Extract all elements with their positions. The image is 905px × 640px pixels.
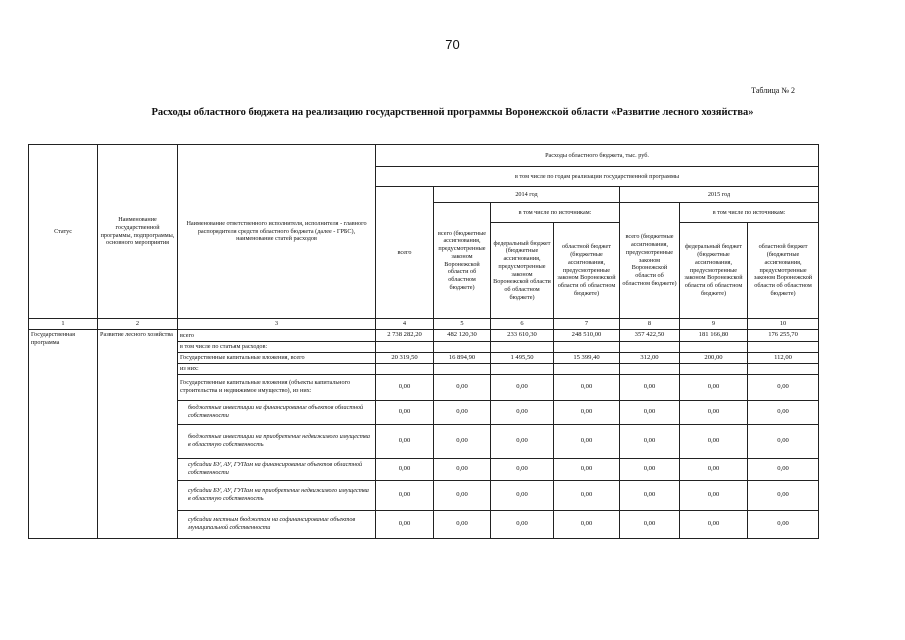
value-cell: 0,00 <box>554 424 620 458</box>
value-cell <box>434 342 491 353</box>
value-cell: 0,00 <box>376 424 434 458</box>
value-cell: 0,00 <box>748 458 819 480</box>
row-label: из них: <box>178 363 376 374</box>
value-cell: 0,00 <box>620 510 680 538</box>
value-cell <box>554 342 620 353</box>
value-cell: 0,00 <box>376 458 434 480</box>
value-cell: 0,00 <box>680 374 748 400</box>
value-cell: 0,00 <box>554 510 620 538</box>
value-cell: 1 495,50 <box>491 352 554 363</box>
column-number: 1 <box>29 319 98 330</box>
value-cell <box>748 342 819 353</box>
value-cell: 176 255,70 <box>748 330 819 342</box>
value-cell: 0,00 <box>376 400 434 424</box>
header-2014-total: всего (бюджетные ассигнования, предусмотренные законом Воронежской области об областном бюджете) <box>434 203 491 319</box>
value-cell: 0,00 <box>748 480 819 510</box>
page-number: 70 <box>445 37 460 52</box>
value-cell <box>620 342 680 353</box>
header-2015-federal: федеральный бюджет (бюджетные ассигнования, предусмотренные законом Воронежской области об областном бюджете) <box>680 223 748 319</box>
value-cell: 312,00 <box>620 352 680 363</box>
value-cell: 16 894,90 <box>434 352 491 363</box>
column-number: 7 <box>554 319 620 330</box>
value-cell: 0,00 <box>434 374 491 400</box>
column-number: 2 <box>98 319 178 330</box>
column-number: 3 <box>178 319 376 330</box>
value-cell: 200,00 <box>680 352 748 363</box>
value-cell: 0,00 <box>434 510 491 538</box>
value-cell: 0,00 <box>680 400 748 424</box>
header-2014-federal: федеральный бюджет (бюджетные ассигнования, предусмотренные законом Воронежской области об областном бюджете) <box>491 223 554 319</box>
row-label: бюджетные инвестиции на финансирование объектов областной собственности <box>178 400 376 424</box>
row-label: Государственные капитальные вложения, всего <box>178 352 376 363</box>
value-cell: 0,00 <box>376 480 434 510</box>
document-title: Расходы областного бюджета на реализацию государственной программы Воронежской области «Развитие лесного хозяйства» <box>151 107 754 118</box>
value-cell <box>491 342 554 353</box>
row-label: бюджетные инвестиции на приобретение недвижимого имущества в областную собственность <box>178 424 376 458</box>
header-regional-budget: Расходы областного бюджета, тыс. руб. <box>376 145 819 167</box>
value-cell: 0,00 <box>680 424 748 458</box>
value-cell <box>554 363 620 374</box>
value-cell: 0,00 <box>554 400 620 424</box>
row-label: Государственные капитальные вложения (объекты капитального строительства и недвижимое имущество), из них: <box>178 374 376 400</box>
column-number-row <box>29 319 819 330</box>
value-cell: 0,00 <box>376 374 434 400</box>
value-cell: 0,00 <box>748 374 819 400</box>
value-cell: 482 120,30 <box>434 330 491 342</box>
column-number: 9 <box>680 319 748 330</box>
value-cell <box>620 363 680 374</box>
row-label: в том числе по статьям расходов: <box>178 342 376 353</box>
value-cell: 0,00 <box>748 510 819 538</box>
value-cell: 0,00 <box>491 458 554 480</box>
value-cell: 0,00 <box>376 510 434 538</box>
value-cell <box>680 363 748 374</box>
value-cell <box>491 363 554 374</box>
header-status: Статус <box>29 145 98 319</box>
row-label: всего <box>178 330 376 342</box>
value-cell: 233 610,30 <box>491 330 554 342</box>
value-cell: 2 738 282,20 <box>376 330 434 342</box>
column-number: 5 <box>434 319 491 330</box>
row-label: субсидии местным бюджетам на софинансирование объектов муниципальной собственности <box>178 510 376 538</box>
row-label: субсидии БУ, АУ, ГУПам на приобретение недвижимого имущества в областную собственность <box>178 480 376 510</box>
header-by-years: в том числе по годам реализации государственной программы <box>376 167 819 187</box>
value-cell: 0,00 <box>554 374 620 400</box>
header-program-name: Наименование государственной программы, подпрограммы, основного мероприятия <box>98 145 178 319</box>
column-number: 6 <box>491 319 554 330</box>
value-cell: 0,00 <box>491 424 554 458</box>
value-cell: 0,00 <box>491 480 554 510</box>
header-executor: Наименование ответственного исполнителя, исполнителя - главного распорядителя средств областного бюджета (далее - ГРБС), наименование статей расходов <box>178 145 376 319</box>
value-cell: 181 166,80 <box>680 330 748 342</box>
value-cell: 0,00 <box>434 480 491 510</box>
value-cell <box>434 363 491 374</box>
value-cell: 0,00 <box>554 480 620 510</box>
value-cell: 0,00 <box>434 458 491 480</box>
value-cell: 357 422,50 <box>620 330 680 342</box>
value-cell: 0,00 <box>491 374 554 400</box>
column-number: 4 <box>376 319 434 330</box>
value-cell: 0,00 <box>748 400 819 424</box>
value-cell <box>680 342 748 353</box>
value-cell: 0,00 <box>554 458 620 480</box>
value-cell: 0,00 <box>620 400 680 424</box>
value-cell: 112,00 <box>748 352 819 363</box>
value-cell: 0,00 <box>491 510 554 538</box>
header-year-2014: 2014 год <box>434 187 620 203</box>
value-cell: 0,00 <box>620 374 680 400</box>
header-2014-by-sources: в том числе по источникам: <box>491 203 620 223</box>
row-label: субсидии БУ, АУ, ГУПам на финансирование объектов областной собственности <box>178 458 376 480</box>
value-cell: 0,00 <box>620 424 680 458</box>
value-cell: 0,00 <box>434 400 491 424</box>
value-cell: 0,00 <box>680 458 748 480</box>
value-cell: 0,00 <box>748 424 819 458</box>
column-number: 10 <box>748 319 819 330</box>
value-cell: 0,00 <box>434 424 491 458</box>
program-cell: Развитие лесного хозяйства <box>98 330 178 539</box>
budget-table <box>28 144 819 539</box>
value-cell <box>748 363 819 374</box>
value-cell: 0,00 <box>620 480 680 510</box>
value-cell: 0,00 <box>491 400 554 424</box>
value-cell: 248 510,00 <box>554 330 620 342</box>
value-cell <box>376 342 434 353</box>
table-label: Таблица № 2 <box>751 86 795 95</box>
column-number: 8 <box>620 319 680 330</box>
header-2014-regional: областной бюджет (бюджетные ассигнования, предусмотренные законом Воронежской области об областном бюджете) <box>554 223 620 319</box>
value-cell: 15 399,40 <box>554 352 620 363</box>
value-cell: 20 319,50 <box>376 352 434 363</box>
header-2015-total: всего (бюджетные ассигнования, предусмотренные законом Воронежской области об областном бюджете) <box>620 203 680 319</box>
value-cell: 0,00 <box>680 510 748 538</box>
table-row <box>29 330 819 342</box>
header-2015-regional: областной бюджет (бюджетные ассигнования, предусмотренные законом Воронежской области об областном бюджете) <box>748 223 819 319</box>
header-2015-by-sources: в том числе по источникам: <box>680 203 819 223</box>
value-cell <box>376 363 434 374</box>
status-cell: Государственная программа <box>29 330 98 539</box>
value-cell: 0,00 <box>680 480 748 510</box>
header-total: всего <box>376 187 434 319</box>
header-year-2015: 2015 год <box>620 187 819 203</box>
value-cell: 0,00 <box>620 458 680 480</box>
